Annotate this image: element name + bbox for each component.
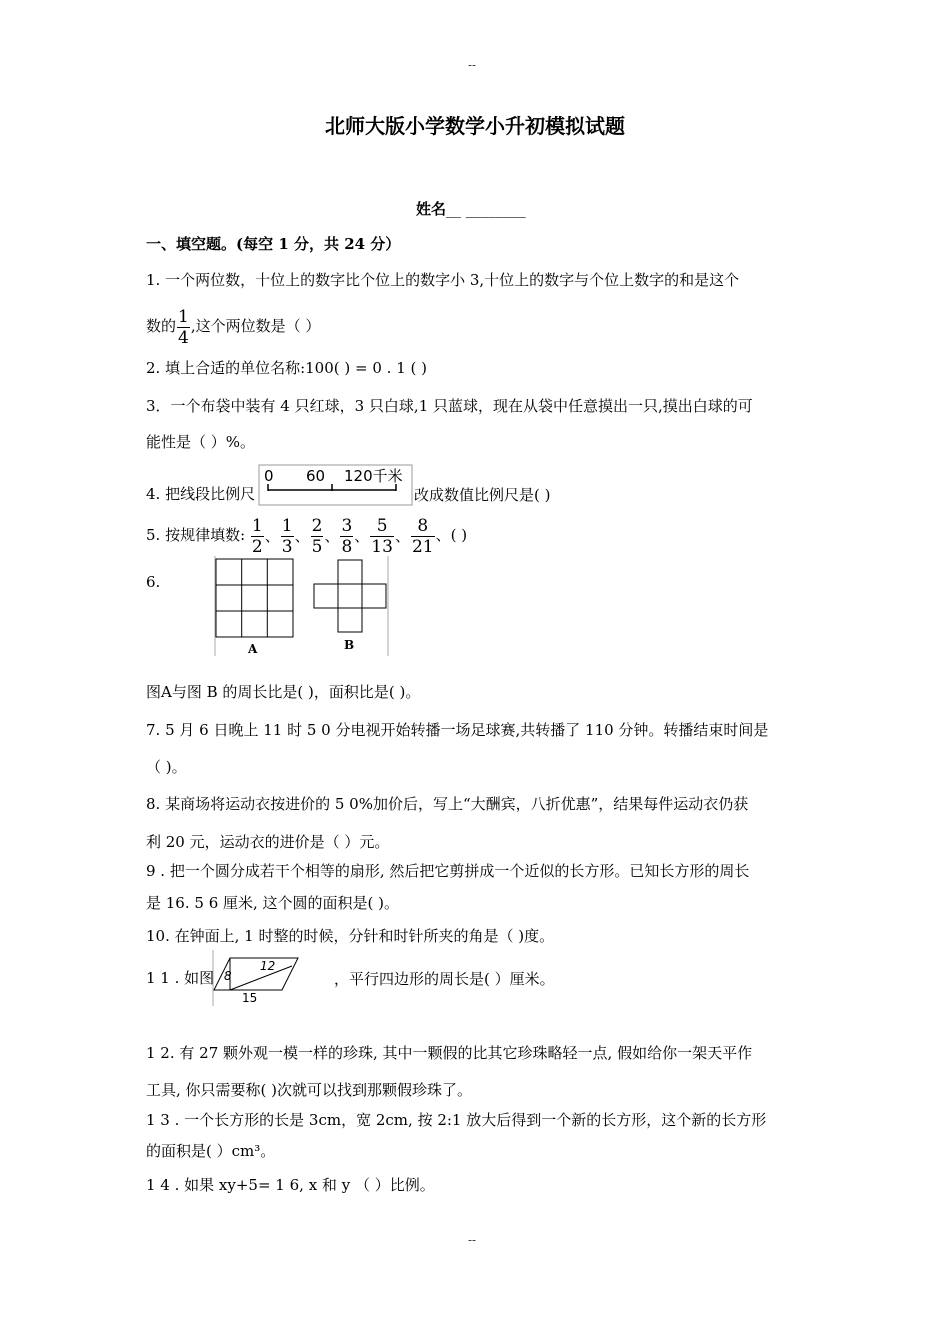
figure-b-net <box>314 560 386 632</box>
question-1-line-2 <box>146 306 320 348</box>
question-7-line-2: （ )。 <box>146 758 187 776</box>
q5-sep: 、 <box>324 527 340 545</box>
q5-fraction-2 <box>281 516 294 557</box>
question-6-number: 6. <box>146 573 161 591</box>
question-3-line-1: 3．一个布袋中装有 4 只红球，3 只白球,1 只蓝球，现在从袋中任意摸出一只,摸出白球的可 <box>146 397 753 415</box>
q5-fraction-1 <box>251 516 264 557</box>
q5-f3-den: 5 <box>311 536 323 557</box>
question-11-post: ，平行四边形的周长是( ）厘米。 <box>334 970 555 988</box>
q5-f5-num: 5 <box>370 516 394 537</box>
q1-post: ,这个两位数是（ ） <box>190 317 321 335</box>
page-title: 北师大版小学数学小升初模拟试题 <box>325 114 625 138</box>
q6-figures <box>212 556 392 660</box>
question-14: 1 4 . 如果 xy+5= 1 6, x 和 y （ ）比例。 <box>146 1176 435 1194</box>
header-mark: -- <box>468 58 477 72</box>
question-7-line-1: 7. 5 月 6 日晚上 11 时 5 0 分电视开始转播一场足球赛,共转播了 110 分钟。转播结束时间是 <box>146 721 769 739</box>
q5-f2-num: 1 <box>281 515 293 536</box>
question-8-line-1: 8. 某商场将运动衣按进价的 5 0%加价后，写上“大酬宾，八折优惠”，结果每件运动衣仍获 <box>146 795 749 813</box>
question-12-line-2: 工具, 你只需要称( )次就可以找到那颗假珍珠了。 <box>146 1081 473 1099</box>
scale-label-120: 120千米 <box>344 467 403 485</box>
question-10: 10. 在钟面上, 1 时整的时候，分针和时针所夹的角是（ )度。 <box>146 927 555 945</box>
footer-mark: -- <box>468 1233 477 1247</box>
q5-sep: 、 <box>394 527 410 545</box>
question-9-line-2: 是 16. 5 6 厘米, 这个圆的面积是( )。 <box>146 894 400 912</box>
q5-f6-num: 8 <box>411 516 435 537</box>
label-8: 8 <box>224 969 232 983</box>
question-5 <box>146 512 467 559</box>
question-3-line-2: 能性是（ ）%。 <box>146 433 256 451</box>
q5-f1-num: 1 <box>251 515 263 536</box>
q5-fraction-4 <box>340 516 353 557</box>
q1-fraction <box>177 307 190 348</box>
question-11-pre: 1 1 . 如图 <box>146 969 215 987</box>
question-4-post: 改成数值比例尺是( ) <box>414 486 551 504</box>
question-2: 2. 填上合适的单位名称:100( ) = 0 . 1 ( ) <box>146 359 427 377</box>
name-blank: __ ________ <box>446 200 526 218</box>
q5-pre: 5. 按规律填数: <box>146 526 246 544</box>
q5-sep: 、 <box>294 527 310 545</box>
q5-f3-num: 2 <box>311 515 323 536</box>
q5-f2-den: 3 <box>281 536 293 557</box>
q5-sep: 、 <box>264 527 280 545</box>
q5-fraction-6 <box>411 516 435 557</box>
parallelogram-figure <box>212 950 302 1008</box>
section-heading: 一、填空题。(每空 1 分，共 24 分） <box>146 235 401 253</box>
name-field <box>416 198 526 219</box>
question-1-line-1: 1. 一个两位数，十位上的数字比个位上的数字小 3,十位上的数字与个位上数字的和是这个 <box>146 271 740 289</box>
figure-b-label: B <box>344 638 355 652</box>
line-scale-figure <box>258 464 414 506</box>
q5-f4-num: 3 <box>341 515 353 536</box>
label-12: 12 <box>260 959 276 973</box>
question-6-text: 图A与图 B 的周长比是( )，面积比是( )。 <box>146 683 421 701</box>
question-13-line-1: 1 3 . 一个长方形的长是 3cm，宽 2cm, 按 2:1 放大后得到一个新的长方形，这个新的长方形 <box>146 1111 767 1129</box>
q5-f1-den: 2 <box>251 536 263 557</box>
q5-fraction-5 <box>370 516 394 557</box>
q5-f4-den: 8 <box>341 536 353 557</box>
question-4-pre: 4. 把线段比例尺 <box>146 485 256 503</box>
q1-pre: 数的 <box>146 317 177 335</box>
question-12-line-1: 1 2. 有 27 颗外观一模一样的珍珠, 其中一颗假的比其它珍珠略轻一点, 假如给你一架天平作 <box>146 1044 753 1062</box>
question-13-line-2: 的面积是( ）cm³。 <box>146 1142 276 1160</box>
q5-f6-den: 21 <box>411 536 434 557</box>
scale-label-0: 0 <box>264 467 274 485</box>
q1-fraction-numerator: 1 <box>178 306 189 327</box>
label-15: 15 <box>242 991 258 1005</box>
figure-a-grid <box>216 559 293 637</box>
name-label: 姓名 <box>416 200 447 218</box>
q5-f5-den: 13 <box>371 536 393 557</box>
q5-post: 、( ) <box>435 526 468 544</box>
q5-sep: 、 <box>354 527 370 545</box>
figure-a-label: A <box>248 642 258 656</box>
scale-label-60: 60 <box>306 467 326 485</box>
question-9-line-1: 9 . 把一个圆分成若干个相等的扇形, 然后把它剪拼成一个近似的长方形。已知长方形的周长 <box>146 862 750 880</box>
question-8-line-2: 利 20 元，运动衣的进价是（ ）元。 <box>146 833 390 851</box>
q5-fraction-3 <box>311 516 324 557</box>
q1-fraction-denominator: 4 <box>178 327 189 348</box>
